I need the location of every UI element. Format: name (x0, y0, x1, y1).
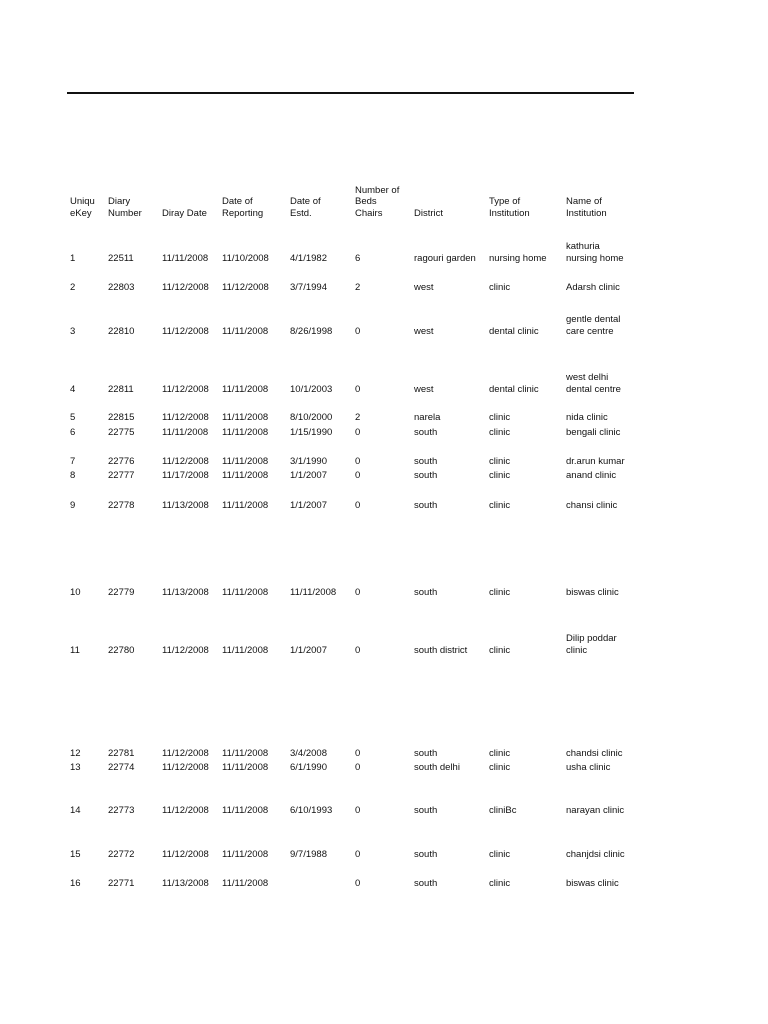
cell-key: 5 (70, 411, 76, 423)
cell-date-estd: 10/1/2003 (290, 383, 333, 395)
cell-key: 10 (70, 586, 81, 598)
cell-type: clinic (489, 644, 511, 656)
cell-name: chansi clinic (566, 499, 618, 511)
cell-district: south delhi (414, 761, 460, 773)
cell-diary-number: 22815 (108, 411, 135, 423)
cell-diary-number: 22775 (108, 426, 135, 438)
cell-diary-number: 22810 (108, 325, 135, 337)
cell-key: 12 (70, 747, 81, 759)
cell-beds: 2 (355, 281, 361, 293)
cell-diary-date: 11/13/2008 (162, 499, 209, 511)
cell-diary-date: 11/12/2008 (162, 761, 209, 773)
cell-district: south (414, 499, 438, 511)
cell-key: 13 (70, 761, 81, 773)
cell-name: Dilip poddar clinic (566, 633, 617, 656)
cell-name: usha clinic (566, 761, 611, 773)
cell-beds: 0 (355, 877, 361, 889)
cell-diary-date: 11/13/2008 (162, 877, 209, 889)
cell-diary-date: 11/17/2008 (162, 469, 209, 481)
cell-date-reporting: 11/11/2008 (222, 455, 269, 467)
cell-name: gentle dental care centre (566, 314, 621, 337)
cell-date-estd: 4/1/1982 (290, 252, 327, 264)
cell-type: clinic (489, 281, 511, 293)
column-header-district: District (414, 207, 444, 219)
cell-diary-number: 22781 (108, 747, 135, 759)
cell-type: dental clinic (489, 325, 539, 337)
cell-date-reporting: 11/11/2008 (222, 325, 269, 337)
cell-district: south (414, 586, 438, 598)
cell-beds: 0 (355, 499, 361, 511)
cell-key: 9 (70, 499, 76, 511)
cell-date-reporting: 11/10/2008 (222, 252, 269, 264)
cell-date-estd: 11/11/2008 (290, 586, 337, 598)
cell-name: chanjdsi clinic (566, 848, 625, 860)
cell-type: clinic (489, 747, 511, 759)
cell-beds: 0 (355, 747, 361, 759)
cell-key: 16 (70, 877, 81, 889)
cell-name: Adarsh clinic (566, 281, 620, 293)
cell-date-estd: 1/15/1990 (290, 426, 333, 438)
cell-date-reporting: 11/11/2008 (222, 761, 269, 773)
cell-date-estd: 3/4/2008 (290, 747, 327, 759)
cell-diary-number: 22771 (108, 877, 135, 889)
cell-key: 14 (70, 804, 81, 816)
cell-date-reporting: 11/11/2008 (222, 469, 269, 481)
cell-type: clinic (489, 877, 511, 889)
cell-name: biswas clinic (566, 877, 619, 889)
cell-diary-number: 22811 (108, 383, 134, 395)
cell-date-reporting: 11/11/2008 (222, 411, 269, 423)
cell-diary-date: 11/12/2008 (162, 848, 209, 860)
cell-type: clinic (489, 455, 511, 467)
cell-type: nursing home (489, 252, 547, 264)
cell-district: south district (414, 644, 468, 656)
cell-type: clinic (489, 499, 511, 511)
cell-date-estd: 1/1/2007 (290, 499, 327, 511)
cell-district: south (414, 455, 438, 467)
cell-district: south (414, 747, 438, 759)
cell-diary-date: 11/12/2008 (162, 383, 209, 395)
cell-name: narayan clinic (566, 804, 625, 816)
cell-date-estd: 8/26/1998 (290, 325, 333, 337)
cell-date-estd: 6/1/1990 (290, 761, 327, 773)
cell-district: south (414, 804, 438, 816)
cell-district: west (414, 325, 434, 337)
column-header-diary-number: Diary Number (108, 196, 142, 219)
cell-date-reporting: 11/11/2008 (222, 426, 269, 438)
cell-name: anand clinic (566, 469, 617, 481)
cell-beds: 0 (355, 848, 361, 860)
column-header-date-reporting: Date of Reporting (222, 196, 264, 219)
cell-key: 7 (70, 455, 76, 467)
cell-beds: 0 (355, 426, 361, 438)
cell-type: clinic (489, 761, 511, 773)
cell-date-reporting: 11/11/2008 (222, 848, 269, 860)
cell-diary-number: 22511 (108, 252, 134, 264)
cell-date-reporting: 11/11/2008 (222, 804, 269, 816)
cell-name: bengali clinic (566, 426, 621, 438)
column-header-key: Uniqu eKey (70, 196, 95, 219)
cell-diary-number: 22803 (108, 281, 135, 293)
cell-district: west (414, 281, 434, 293)
cell-name: kathuria nursing home (566, 241, 624, 264)
cell-date-reporting: 11/11/2008 (222, 499, 269, 511)
cell-diary-date: 11/11/2008 (162, 426, 209, 438)
column-header-date-estd: Date of Estd. (290, 196, 321, 219)
cell-beds: 2 (355, 411, 361, 423)
cell-key: 6 (70, 426, 76, 438)
cell-diary-date: 11/11/2008 (162, 252, 209, 264)
cell-district: south (414, 877, 438, 889)
cell-date-reporting: 11/11/2008 (222, 383, 269, 395)
cell-key: 1 (70, 252, 76, 264)
column-header-name: Name of Institution (566, 196, 607, 219)
cell-type: cliniBc (489, 804, 517, 816)
cell-key: 15 (70, 848, 81, 860)
cell-date-estd: 9/7/1988 (290, 848, 327, 860)
cell-beds: 0 (355, 804, 361, 816)
cell-date-estd: 3/1/1990 (290, 455, 327, 467)
cell-district: narela (414, 411, 441, 423)
cell-beds: 0 (355, 383, 361, 395)
cell-name: chandsi clinic (566, 747, 623, 759)
cell-beds: 0 (355, 469, 361, 481)
cell-district: south (414, 469, 438, 481)
cell-beds: 0 (355, 455, 361, 467)
cell-beds: 6 (355, 252, 361, 264)
cell-district: south (414, 426, 438, 438)
cell-name: nida clinic (566, 411, 608, 423)
column-header-type: Type of Institution (489, 196, 530, 219)
cell-diary-number: 22776 (108, 455, 135, 467)
column-header-beds: Number of Beds Chairs (355, 184, 400, 219)
cell-date-reporting: 11/11/2008 (222, 877, 269, 889)
column-header-diary-date: Diray Date (162, 207, 207, 219)
cell-diary-date: 11/12/2008 (162, 411, 209, 423)
cell-date-estd: 6/10/1993 (290, 804, 333, 816)
cell-type: clinic (489, 586, 511, 598)
cell-type: clinic (489, 411, 511, 423)
cell-date-reporting: 11/11/2008 (222, 644, 269, 656)
cell-date-reporting: 11/11/2008 (222, 747, 269, 759)
cell-diary-number: 22780 (108, 644, 135, 656)
cell-date-reporting: 11/12/2008 (222, 281, 269, 293)
cell-type: clinic (489, 426, 511, 438)
cell-diary-number: 22772 (108, 848, 135, 860)
cell-diary-date: 11/12/2008 (162, 281, 209, 293)
cell-diary-date: 11/12/2008 (162, 325, 209, 337)
cell-diary-date: 11/12/2008 (162, 804, 209, 816)
cell-diary-date: 11/13/2008 (162, 586, 209, 598)
cell-diary-number: 22774 (108, 761, 135, 773)
cell-district: south (414, 848, 438, 860)
cell-key: 3 (70, 325, 76, 337)
cell-beds: 0 (355, 644, 361, 656)
cell-key: 4 (70, 383, 76, 395)
cell-key: 2 (70, 281, 76, 293)
cell-type: clinic (489, 848, 511, 860)
cell-type: dental clinic (489, 383, 539, 395)
cell-key: 8 (70, 469, 76, 481)
cell-key: 11 (70, 644, 80, 656)
cell-diary-number: 22773 (108, 804, 135, 816)
cell-name: west delhi dental centre (566, 372, 621, 395)
cell-diary-number: 22777 (108, 469, 135, 481)
cell-date-reporting: 11/11/2008 (222, 586, 269, 598)
cell-name: dr.arun kumar (566, 455, 625, 467)
cell-diary-number: 22778 (108, 499, 135, 511)
cell-date-estd: 3/7/1994 (290, 281, 327, 293)
cell-name: biswas clinic (566, 586, 619, 598)
cell-district: ragouri garden (414, 252, 476, 264)
cell-diary-date: 11/12/2008 (162, 644, 209, 656)
cell-beds: 0 (355, 325, 361, 337)
cell-diary-date: 11/12/2008 (162, 455, 209, 467)
cell-date-estd: 1/1/2007 (290, 469, 327, 481)
cell-district: west (414, 383, 434, 395)
cell-date-estd: 1/1/2007 (290, 644, 327, 656)
cell-diary-number: 22779 (108, 586, 135, 598)
cell-date-estd: 8/10/2000 (290, 411, 333, 423)
cell-type: clinic (489, 469, 511, 481)
cell-diary-date: 11/12/2008 (162, 747, 209, 759)
cell-beds: 0 (355, 586, 361, 598)
cell-beds: 0 (355, 761, 361, 773)
